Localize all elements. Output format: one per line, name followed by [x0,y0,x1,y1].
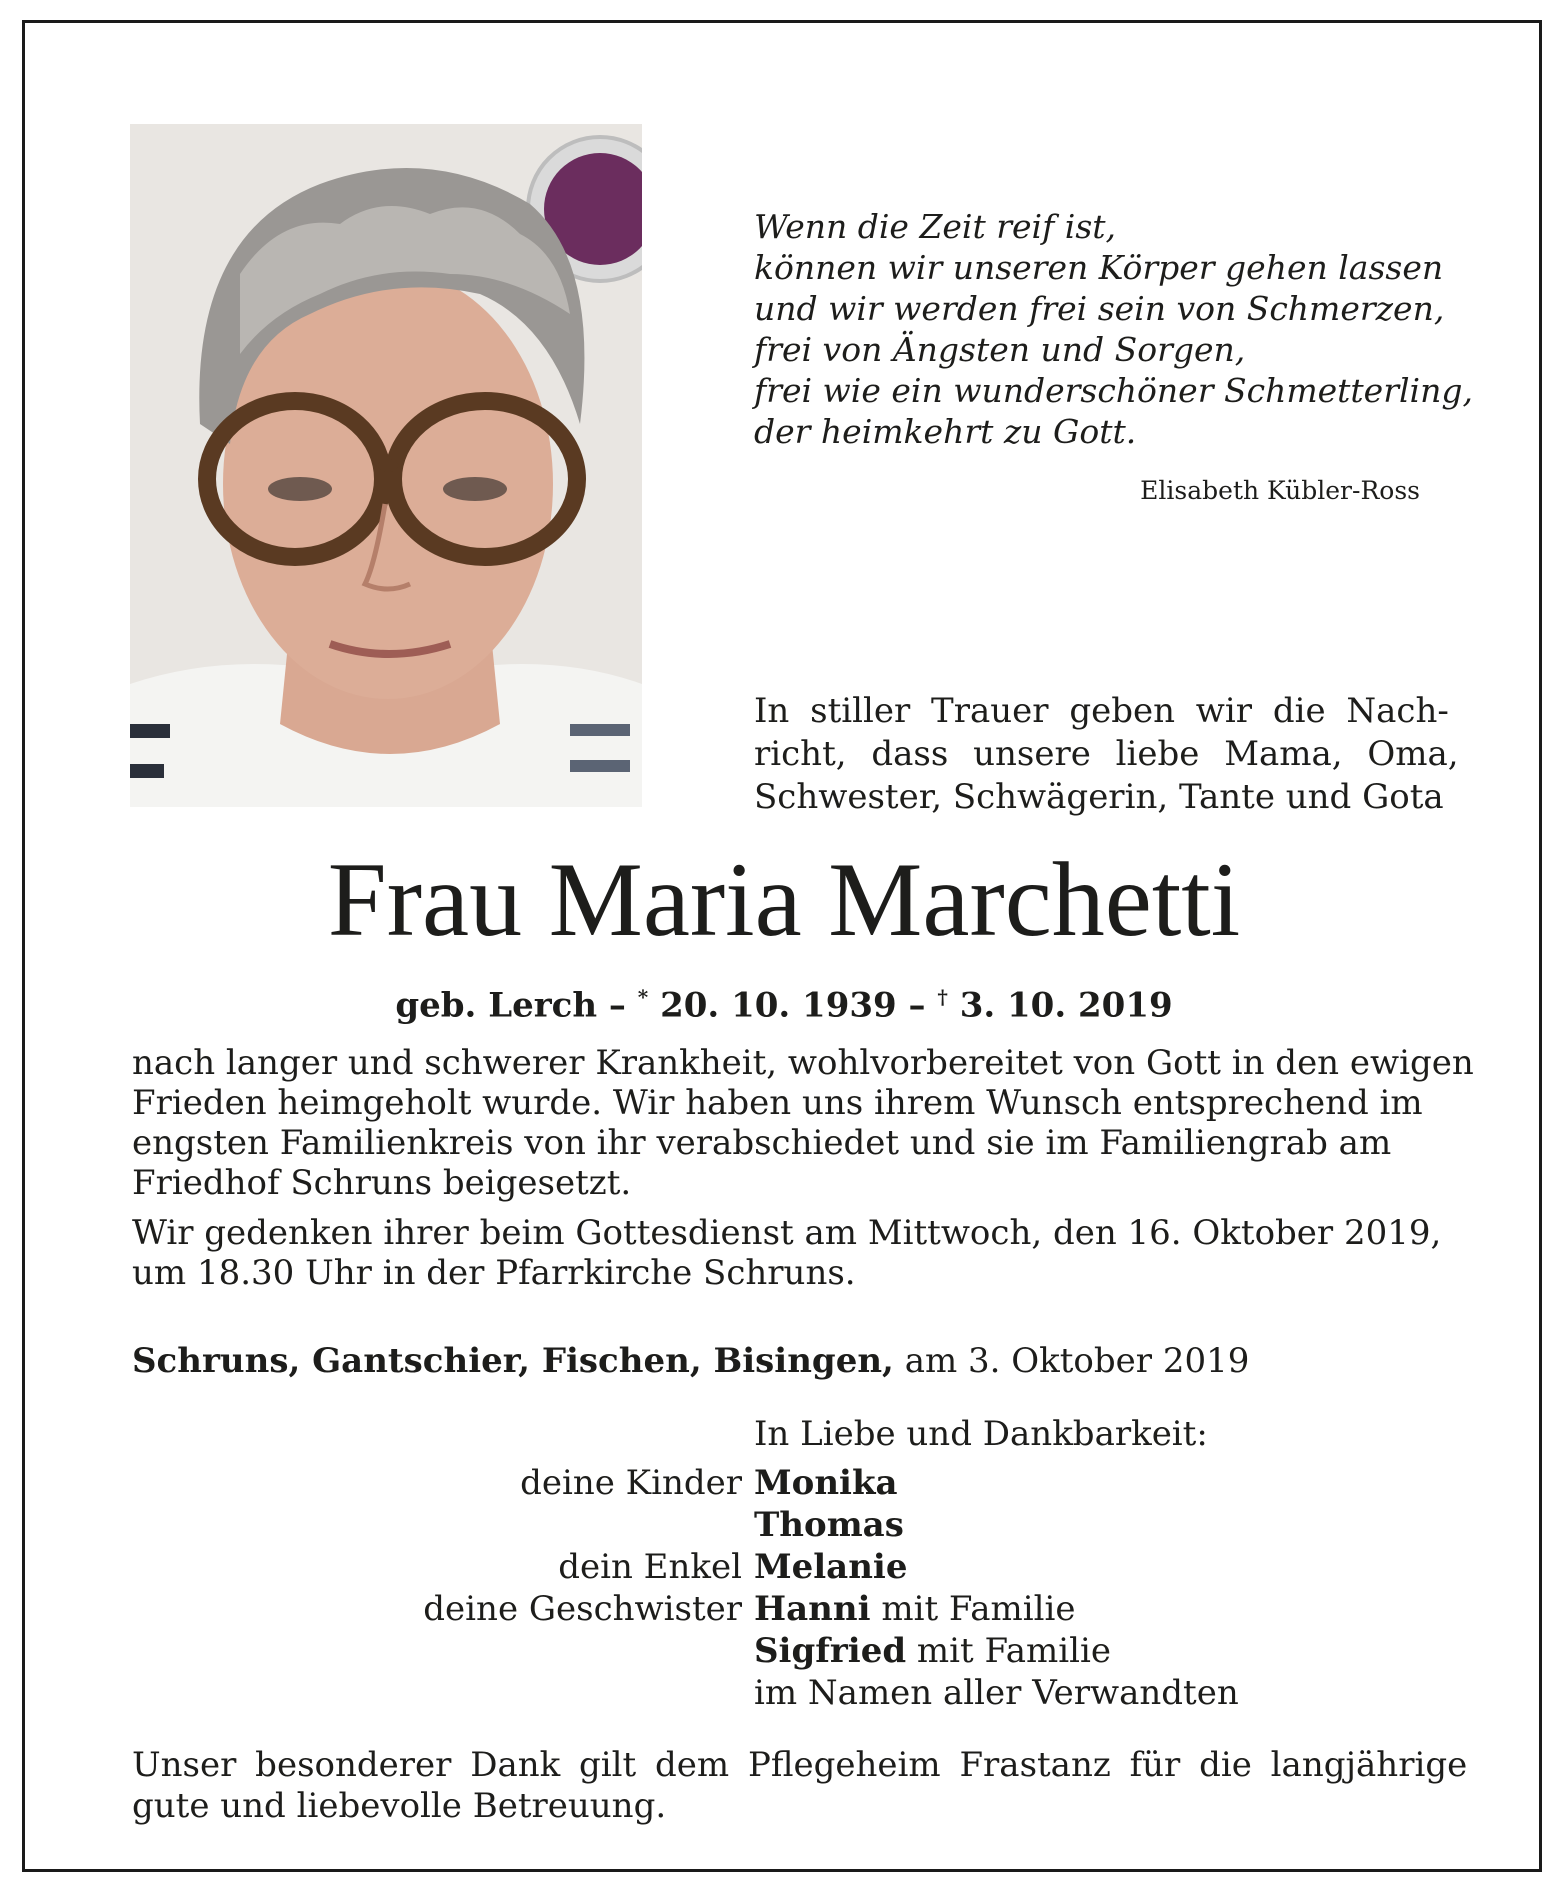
mourner-row [0,1504,1568,1546]
mourner-name: Melanie [754,1547,908,1587]
intro-text [754,690,1459,819]
mourner-suffix: im Namen aller Verwandten [754,1673,1239,1713]
birth-name: geb. Lerch [395,985,598,1026]
quote-line: und wir werden frei sein von Schmerzen, [754,289,1445,328]
mourner-name: Hanni [754,1589,871,1629]
mourner-name: Sigfried [754,1631,907,1671]
quote-line: der heimkehrt zu Gott. [754,412,1137,451]
quote-line: frei wie ein wunderschöner Schmetterling, [754,371,1473,410]
mourners-heading: In Liebe und Dankbarkeit: [754,1414,1208,1454]
body-line: Friedhof Schruns beigesetzt. [132,1163,632,1203]
mourner-row [0,1672,1568,1714]
died-symbol: † [937,985,948,1009]
mourner-row [0,1462,1568,1504]
death-date: 3. 10. 2019 [959,985,1173,1026]
mourner-row [0,1546,1568,1588]
deceased-name: Frau Maria Marchetti [327,841,1241,958]
body-line: engsten Familienkreis von ihr verabschiedet und sie im Familiengrab am [132,1123,1392,1163]
quote-line: können wir unseren Körper gehen lassen [754,248,1444,287]
quote-line: Wenn die Zeit reif ist, [754,207,1117,246]
closing-line: Unser besonderer Dank gilt dem Pflegeheim Frastanz für die langjährige [132,1745,1468,1785]
notice-body [132,1043,1474,1293]
mourner-name: Thomas [754,1505,904,1545]
memorial-quote [754,206,1473,452]
mourner-role: dein Enkel [558,1547,742,1587]
life-dates: geb. Lerch – * 20. 10. 1939 – † 3. 10. 2019 [395,985,1173,1026]
mourner-name: Monika [754,1463,898,1503]
mourner-suffix: mit Familie [916,1631,1112,1671]
mourner-row [0,1630,1568,1672]
mourner-role: deine Geschwister [423,1589,742,1629]
mourners-list [0,1462,1568,1714]
intro-line: In stiller Trauer geben wir die Nach- [754,691,1449,731]
place-date [132,1340,1249,1382]
body-line: Wir gedenken ihrer beim Gottesdienst am Mittwoch, den 16. Oktober 2019, [132,1213,1442,1253]
mourner-role: deine Kinder [520,1463,742,1503]
birth-date: 20. 10. 1939 [660,985,897,1026]
body-line: um 18.30 Uhr in der Pfarrkirche Schruns. [132,1253,856,1293]
mourner-suffix: mit Familie [881,1589,1076,1629]
intro-line: Schwester, Schwägerin, Tante und Gota [754,777,1444,817]
born-symbol: * [637,985,649,1009]
body-line: nach langer und schwerer Krankheit, wohlvorbereitet von Gott in den ewigen [132,1043,1474,1083]
place-date-text: am 3. Oktober 2019 [904,1341,1250,1381]
intro-line: richt, dass unsere liebe Mama, Oma, [754,734,1459,774]
quote-author: Elisabeth Kübler-Ross [1140,476,1420,505]
place-towns: Schruns, Gantschier, Fischen, Bisingen, [132,1341,894,1381]
mourner-row [0,1588,1568,1630]
body-line: Frieden heimgeholt wurde. Wir haben uns ihrem Wunsch entsprechend im [132,1083,1423,1123]
closing-line: gute und liebevolle Betreuung. [132,1786,667,1826]
closing-thanks [132,1745,1468,1827]
quote-line: frei von Ängsten und Sorgen, [754,330,1246,369]
portrait-photo [130,124,642,807]
